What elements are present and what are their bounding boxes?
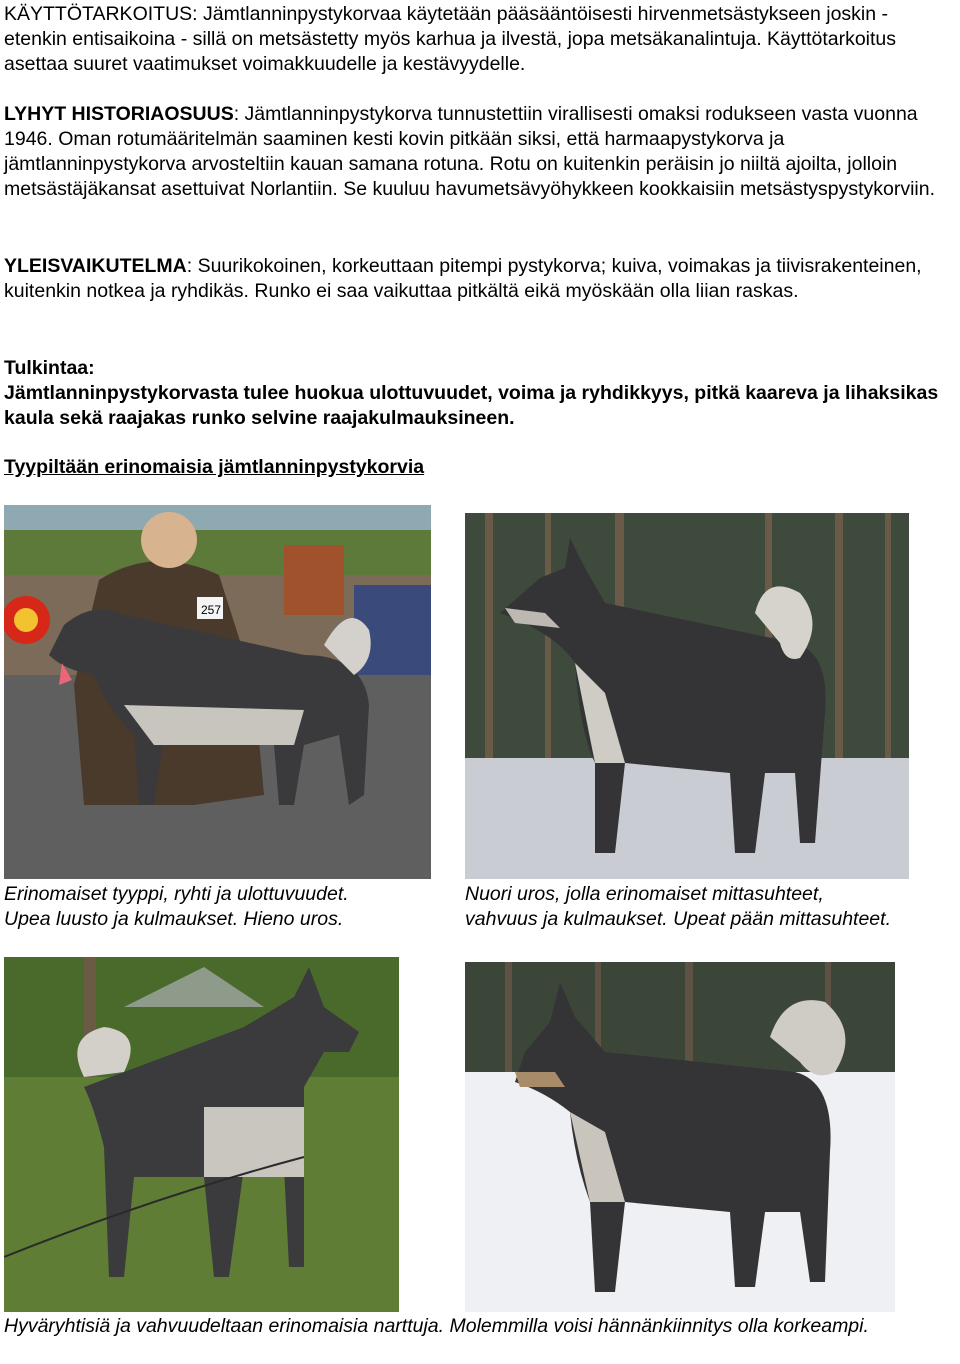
interpretation-paragraph	[4, 356, 956, 431]
history-paragraph	[4, 102, 956, 202]
general-heading: YLEISVAIKUTELMA	[4, 255, 187, 277]
usage-heading: KÄYTTÖTARKOITUS	[4, 3, 193, 25]
history-text: : Jämtlanninpystykorva tunnustettiin virallisesti omaksi rodukseen vasta vuonna 1946. Oman rotumääritelmän saaminen kesti kovin pitkään siksi, että harmaapystykorva ja jämtlanninpystykorva arvosteltiin kauan samana rotuna. Rotu on kuitenkin peräisin jo niiltä ajoilta, jolloin metsästäjäkansat asettuivat Norlantiin. Se kuuluu havumetsävyöhykkeen kookkaisiin metsästyspystykorviin.	[4, 103, 936, 200]
caption-photo1-line2: Upea luusto ja kulmaukset. Hieno uros.	[4, 908, 344, 930]
gallery-title: Tyypiltään erinomaisia jämtlanninpystykorvia	[4, 456, 425, 478]
caption-photo2-line1: Nuori uros, jolla erinomaiset mittasuhteet,	[465, 883, 824, 905]
usage-paragraph	[4, 2, 956, 77]
caption-photo1	[4, 882, 454, 932]
photo1-badge: 257	[201, 603, 222, 617]
caption-photo2	[465, 882, 955, 932]
caption-bottom: Hyväryhtisiä ja vahvuudeltaan erinomaisia narttuja. Molemmilla voisi hännänkiinnitys olla korkeampi.	[4, 1315, 869, 1337]
caption-photo1-line1: Erinomaiset tyyppi, ryhti ja ulottuvuudet.	[4, 883, 349, 905]
photo-young-male-forest	[465, 513, 909, 879]
caption-photo2-line2: vahvuus ja kulmaukset. Upeat pään mittasuhteet.	[465, 908, 891, 930]
photo-female-grass	[4, 957, 399, 1312]
photo-female-snow	[465, 962, 895, 1312]
general-paragraph	[4, 254, 956, 304]
interpretation-heading: Tulkintaa:	[4, 357, 95, 379]
general-text: : Suurikokoinen, korkeuttaan pitempi pystykorva; kuiva, voimakas ja tiivisrakenteinen, kuitenkin notkea ja ryhdikäs. Runko ei saa vaikuttaa pitkältä eikä myöskään olla liian raskas.	[4, 255, 922, 302]
history-heading: LYHYT HISTORIAOSUUS	[4, 103, 234, 125]
interpretation-text: Jämtlanninpystykorvasta tulee huokua ulottuvuudet, voima ja ryhdikkyys, pitkä kaareva ja lihaksikas kaula sekä raajakas runko selvine raajakulmauksineen.	[4, 382, 939, 429]
usage-text: : Jämtlanninpystykorvaa käytetään pääsääntöisesti hirvenmetsästykseen joskin - etenkin entisaikoina - sillä on metsästetty myös karhua ja ilvestä, jopa metsäkanalintuja. Käyttötarkoitus asettaa suuret vaatimukset voimakkuudelle ja kestävyydelle.	[4, 3, 897, 75]
photo-male-show	[4, 505, 431, 879]
